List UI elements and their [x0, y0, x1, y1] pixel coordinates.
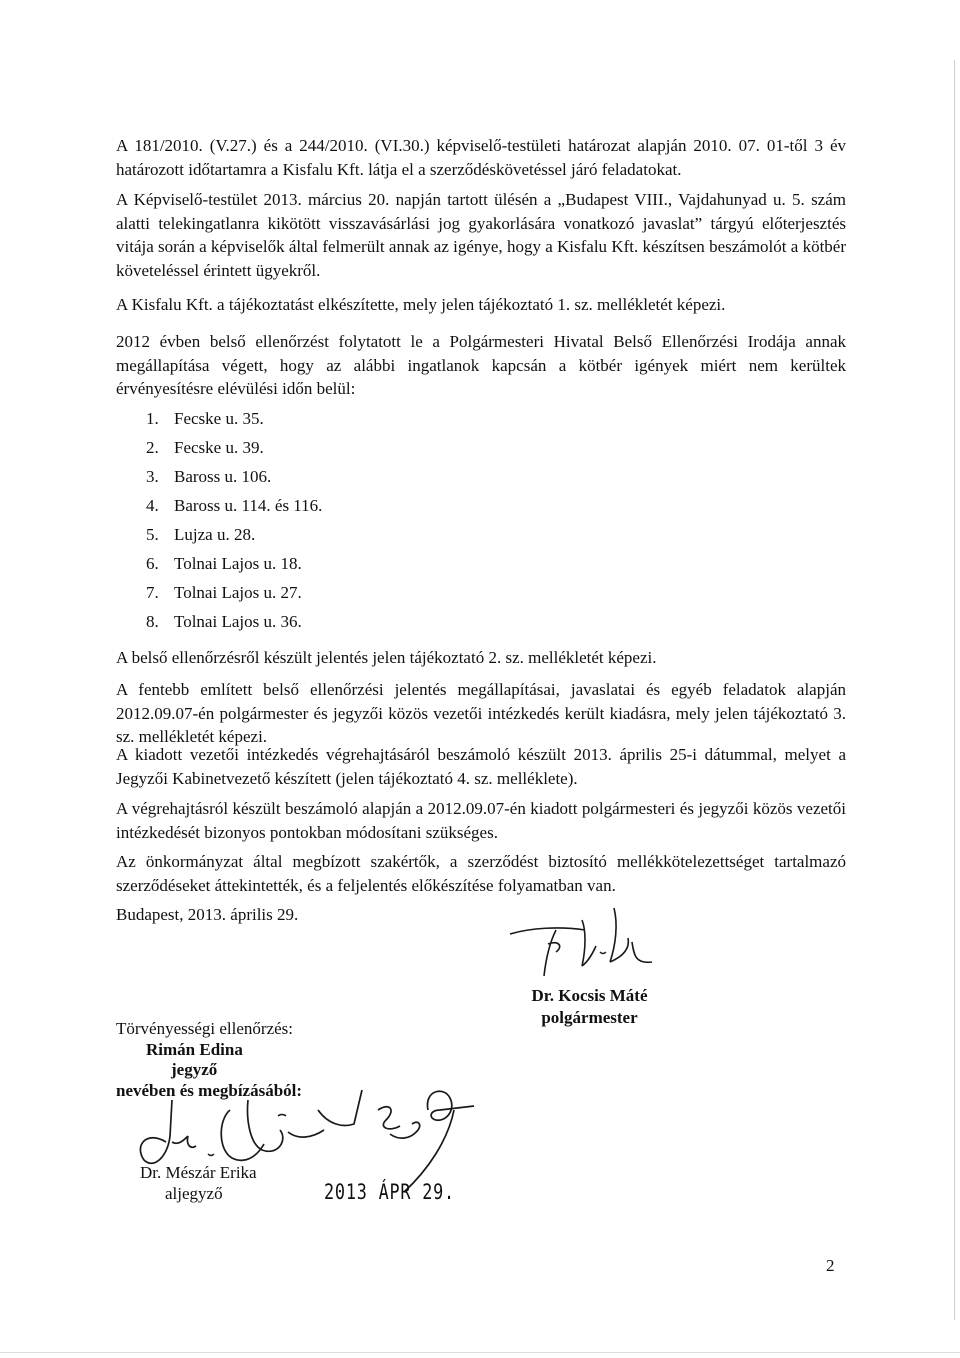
deputy-block — [140, 1163, 257, 1204]
paragraph-assembly-session: A Képviselő-testület 2013. március 20. napján tartott ülésén a „Budapest VIII., Vajdahunyad u. 5. szám alatti telekingatlanra kikötött visszavásárlási jog gyakorlására vonatkozó javaslat” tárgyú előterjesztés vitája során a képviselők által felmerült annak az igénye, hogy a Kisfalu Kft. készítsen beszámolót a kötbér követeléssel érintett ügyekről. — [116, 190, 846, 280]
list-item: 1. Fecske u. 35. — [146, 409, 264, 428]
notary-name: Rimán Edina — [146, 1039, 243, 1059]
property-list — [116, 404, 322, 636]
scan-edge-line — [954, 60, 955, 1320]
paragraph-experts: Az önkormányzat által megbízott szakértők, a szerződést biztosító mellékkötelezettséget tartalmazó szerződéseket áttekintették, és a feljelentés előkészítése folyamatban van. — [116, 852, 846, 895]
list-item: 6. Tolnai Lajos u. 18. — [146, 554, 302, 573]
scan-bottom-line — [0, 1352, 960, 1353]
paragraph-kisfalu-report: A Kisfalu Kft. a tájékoztatást elkészítette, mely jelen tájékoztató 1. sz. mellékletét képezi. — [116, 295, 726, 314]
paragraph-joint-measure: A fentebb említett belső ellenőrzési jelentés megállapításai, javaslatai és egyéb feladatok alapján 2012.09.07-én polgármester és jegyzői közös vezetői intézkedés került kiadásra, mely jelen tájékoztató 3. sz. mellékletét képezi. — [116, 680, 846, 746]
deputy-name: Dr. Mészár Erika — [140, 1163, 257, 1182]
legal-check-label: Törvényességi ellenőrzés: — [116, 1019, 294, 1038]
list-item: 7. Tolnai Lajos u. 27. — [146, 583, 302, 602]
page-number: 2 — [826, 1256, 835, 1275]
mayor-block — [522, 985, 657, 1029]
mayor-title: polgármester — [541, 1008, 638, 1027]
paragraph-internal-audit: 2012 évben belső ellenőrzést folytatott le a Polgármesteri Hivatal Belső Ellenőrzési Irodája annak megállapítása végett, hogy az alábbi ingatlanok kapcsán a kötbér igények miért nem kerültek érvényesítésre elévülési időn belül: — [116, 332, 846, 398]
notary-role: jegyző — [171, 1060, 218, 1079]
list-item: 3. Baross u. 106. — [146, 467, 272, 486]
paragraph-execution-report: A kiadott vezetői intézkedés végrehajtásáról beszámoló készült 2013. április 25-i dátummal, melyet a Jegyzői Kabinetvezető készített (jelen tájékoztató 4. sz. melléklete). — [116, 745, 846, 788]
paragraph-intro: A 181/2010. (V.27.) és a 244/2010. (VI.30.) képviselő-testületi határozat alapján 2010. 07. 01-től 3 év határozott időtartamra a Kisfalu Kft. látja el a szerződéskövetéssel járó feladatokat. — [116, 136, 846, 179]
date-stamp: 2013 ÁPR 29. — [324, 1180, 455, 1204]
paragraph-modification: A végrehajtásról készült beszámoló alapján a 2012.09.07-én kiadott polgármesteri és jegyzői közös vezetői intézkedését bizonyos pontokban módosítani szükséges. — [116, 799, 846, 842]
list-item: 5. Lujza u. 28. — [146, 525, 256, 544]
mayor-name: Dr. Kocsis Máté — [531, 986, 648, 1005]
on-behalf-label: nevében és megbízásából: — [116, 1080, 303, 1100]
list-item: 4. Baross u. 114. és 116. — [146, 496, 323, 515]
place-and-date: Budapest, 2013. április 29. — [116, 905, 299, 924]
paragraph-audit-report: A belső ellenőrzésről készült jelentés jelen tájékoztató 2. sz. mellékletét képezi. — [116, 648, 657, 667]
mayor-signature — [490, 900, 710, 980]
list-item: 2. Fecske u. 39. — [146, 438, 264, 457]
deputy-role: aljegyző — [165, 1183, 223, 1203]
list-item: 8. Tolnai Lajos u. 36. — [146, 612, 302, 631]
